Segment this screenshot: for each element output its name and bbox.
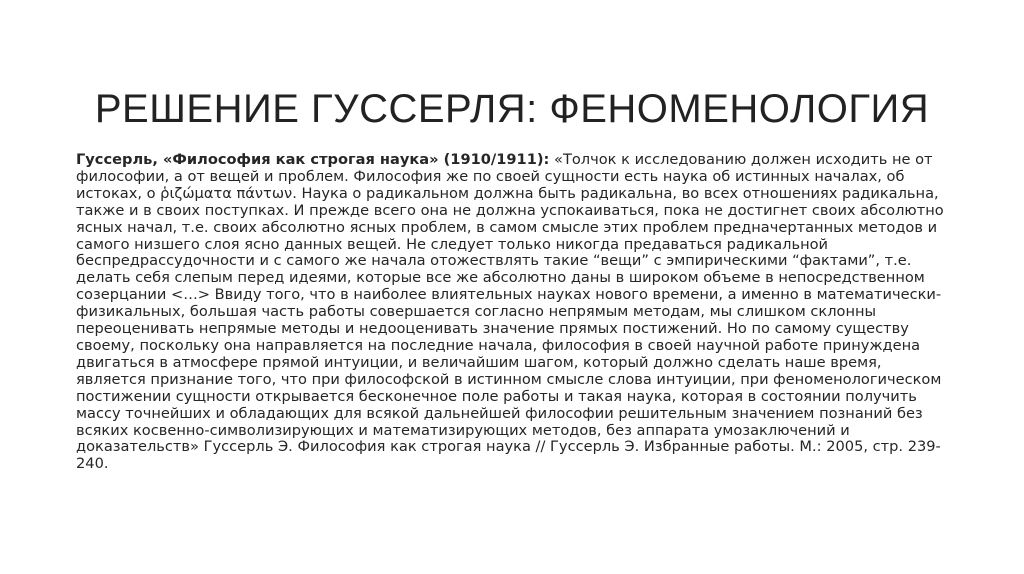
slide-body-text	[76, 152, 952, 473]
citation-lead: Гуссерль, «Философия как строгая наука» (1910/1911):	[76, 151, 550, 168]
slide-title: РЕШЕНИЕ ГУССЕРЛЯ: ФЕНОМЕНОЛОГИЯ	[94, 86, 930, 131]
quote-text: «Толчок к исследованию должен исходить не от философии, а от вещей и проблем. Философия же по своей сущности есть наука об истинных началах, об истоках, о ῥιζώματα πάντων. Наука о радикальном должна быть радикальна, во всех отношениях радикальна, также и в своих поступках. И прежде всего она не должна успокаиваться, пока не достигнет своих абсолютно ясных начал, т.е. своих абсолютно ясных проблем, в самом смысле этих проблем предначертанных методов и самого низшего слоя ясно данных вещей. Не следует только никогда предаваться радикальной беспредрассудочности и с самого же начала отожествлять такие “вещи” с эмпирическими “фактами”, т.е. делать себя слепым перед идеями, которые все же абсолютно даны в широком объеме в непосредственном созерцании <…> Ввиду того, что в наиболее влиятельных науках нового времени, а именно в математически-физикальных, большая часть работы совершается согласно непрямым методам, мы слишком склонны переоценивать непрямые методы и недооценивать значение прямых постижений. Но по самому существу своему, поскольку она направляется на последние начала, философия в своей научной работе принуждена двигаться в атмосфере прямой интуиции, и величайшим шагом, который должно сделать наше время, является признание того, что при философской в истинном смысле слова интуиции, при феноменологическом постижении сущности открывается бесконечное поле работы и такая наука, которая в состоянии получить массу точнейших и обладающих для всякой дальнейшей философии решительным значением познаний без всяких косвенно-символизирующих и математизирующих методов, без аппарата умозаключений и доказательств» Гуссерль Э. Философия как строгая наука // Гуссерль Э. Избранные работы. М.: 2005, стр. 239-240.	[76, 151, 944, 473]
